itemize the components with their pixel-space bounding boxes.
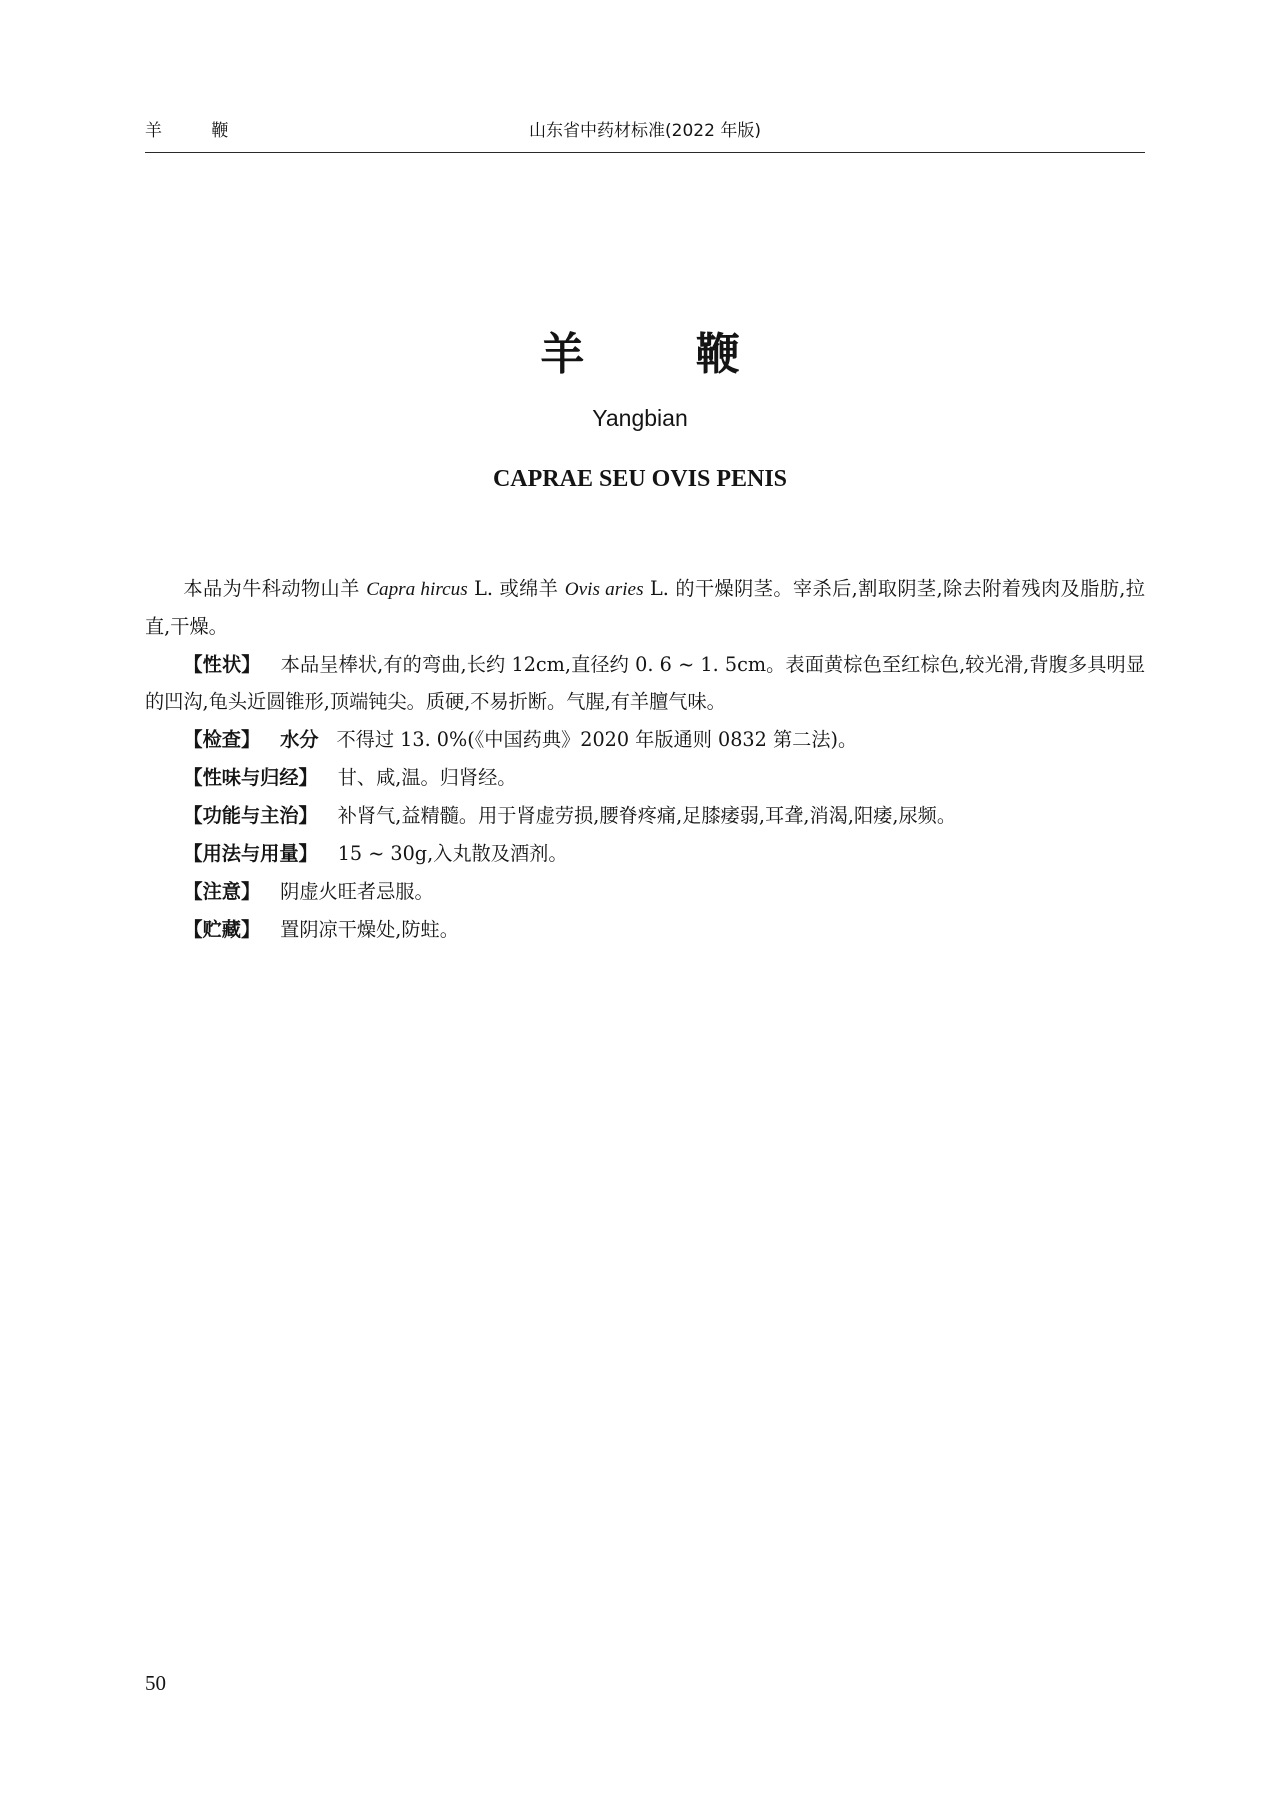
running-header xyxy=(145,112,1145,153)
section-label: 【贮藏】 xyxy=(183,918,261,941)
section-text: 置阴凉干燥处,防蛀。 xyxy=(280,918,459,941)
scientific-name-sheep: Ovis aries xyxy=(564,579,644,600)
page-number: 50 xyxy=(145,1671,166,1695)
section-text: 阴虚火旺者忌服。 xyxy=(280,880,434,903)
monograph-body xyxy=(145,570,1145,948)
intro-paragraph xyxy=(145,570,1145,645)
header-entry-name: 羊 鞭 xyxy=(145,121,251,141)
section-sub-label: 水分 xyxy=(280,728,319,751)
section-label: 【性状】 xyxy=(183,653,261,676)
section-text: 补肾气,益精髓。用于肾虚劳损,腰脊疼痛,足膝痿弱,耳聋,消渴,阳痿,尿频。 xyxy=(337,804,957,827)
section-label: 【用法与用量】 xyxy=(183,842,318,865)
section-inspection xyxy=(145,721,1145,758)
monograph-title-latin: CAPRAE SEU OVIS PENIS xyxy=(492,466,788,492)
section-precautions xyxy=(145,873,1145,910)
section-text: 15 ~ 30g,入丸散及酒剂。 xyxy=(337,842,568,865)
section-storage xyxy=(145,911,1145,948)
section-usage-dosage xyxy=(145,835,1145,872)
section-functions-indications xyxy=(145,797,1145,834)
intro-text-1: 本品为牛科动物山羊 xyxy=(183,577,367,600)
monograph-title-chinese: 羊 鞭 xyxy=(540,329,788,380)
section-label: 【功能与主治】 xyxy=(183,804,318,827)
intro-text-2: L. 或绵羊 xyxy=(467,577,565,600)
header-book-title: 山东省中药材标准(2022 年版) xyxy=(529,121,761,141)
section-description xyxy=(145,646,1145,720)
section-label: 【检查】 xyxy=(183,728,261,751)
section-nature-meridian xyxy=(145,759,1145,796)
section-label: 【注意】 xyxy=(183,880,261,903)
section-text: 甘、咸,温。归肾经。 xyxy=(337,766,517,789)
monograph-title-pinyin: Yangbian xyxy=(592,405,688,431)
section-text: 本品呈棒状,有的弯曲,长约 12cm,直径约 0. 6 ~ 1. 5cm。表面黄棕色至红棕色,较光滑,背腹多具明显的凹沟,龟头近圆锥形,顶端钝尖。质硬,不易折断。气腥,有羊膻气味。 xyxy=(145,653,1146,713)
intro-text-3: L. 的干燥阴茎。宰杀后,割取阴茎,除去附着残肉及脂肪,拉直,干燥。 xyxy=(145,577,1145,638)
section-text: 不得过 13. 0%(《中国药典》2020 年版通则 0832 第二法)。 xyxy=(336,728,858,751)
section-label: 【性味与归经】 xyxy=(183,766,318,789)
scientific-name-goat: Capra hircus xyxy=(366,579,468,600)
